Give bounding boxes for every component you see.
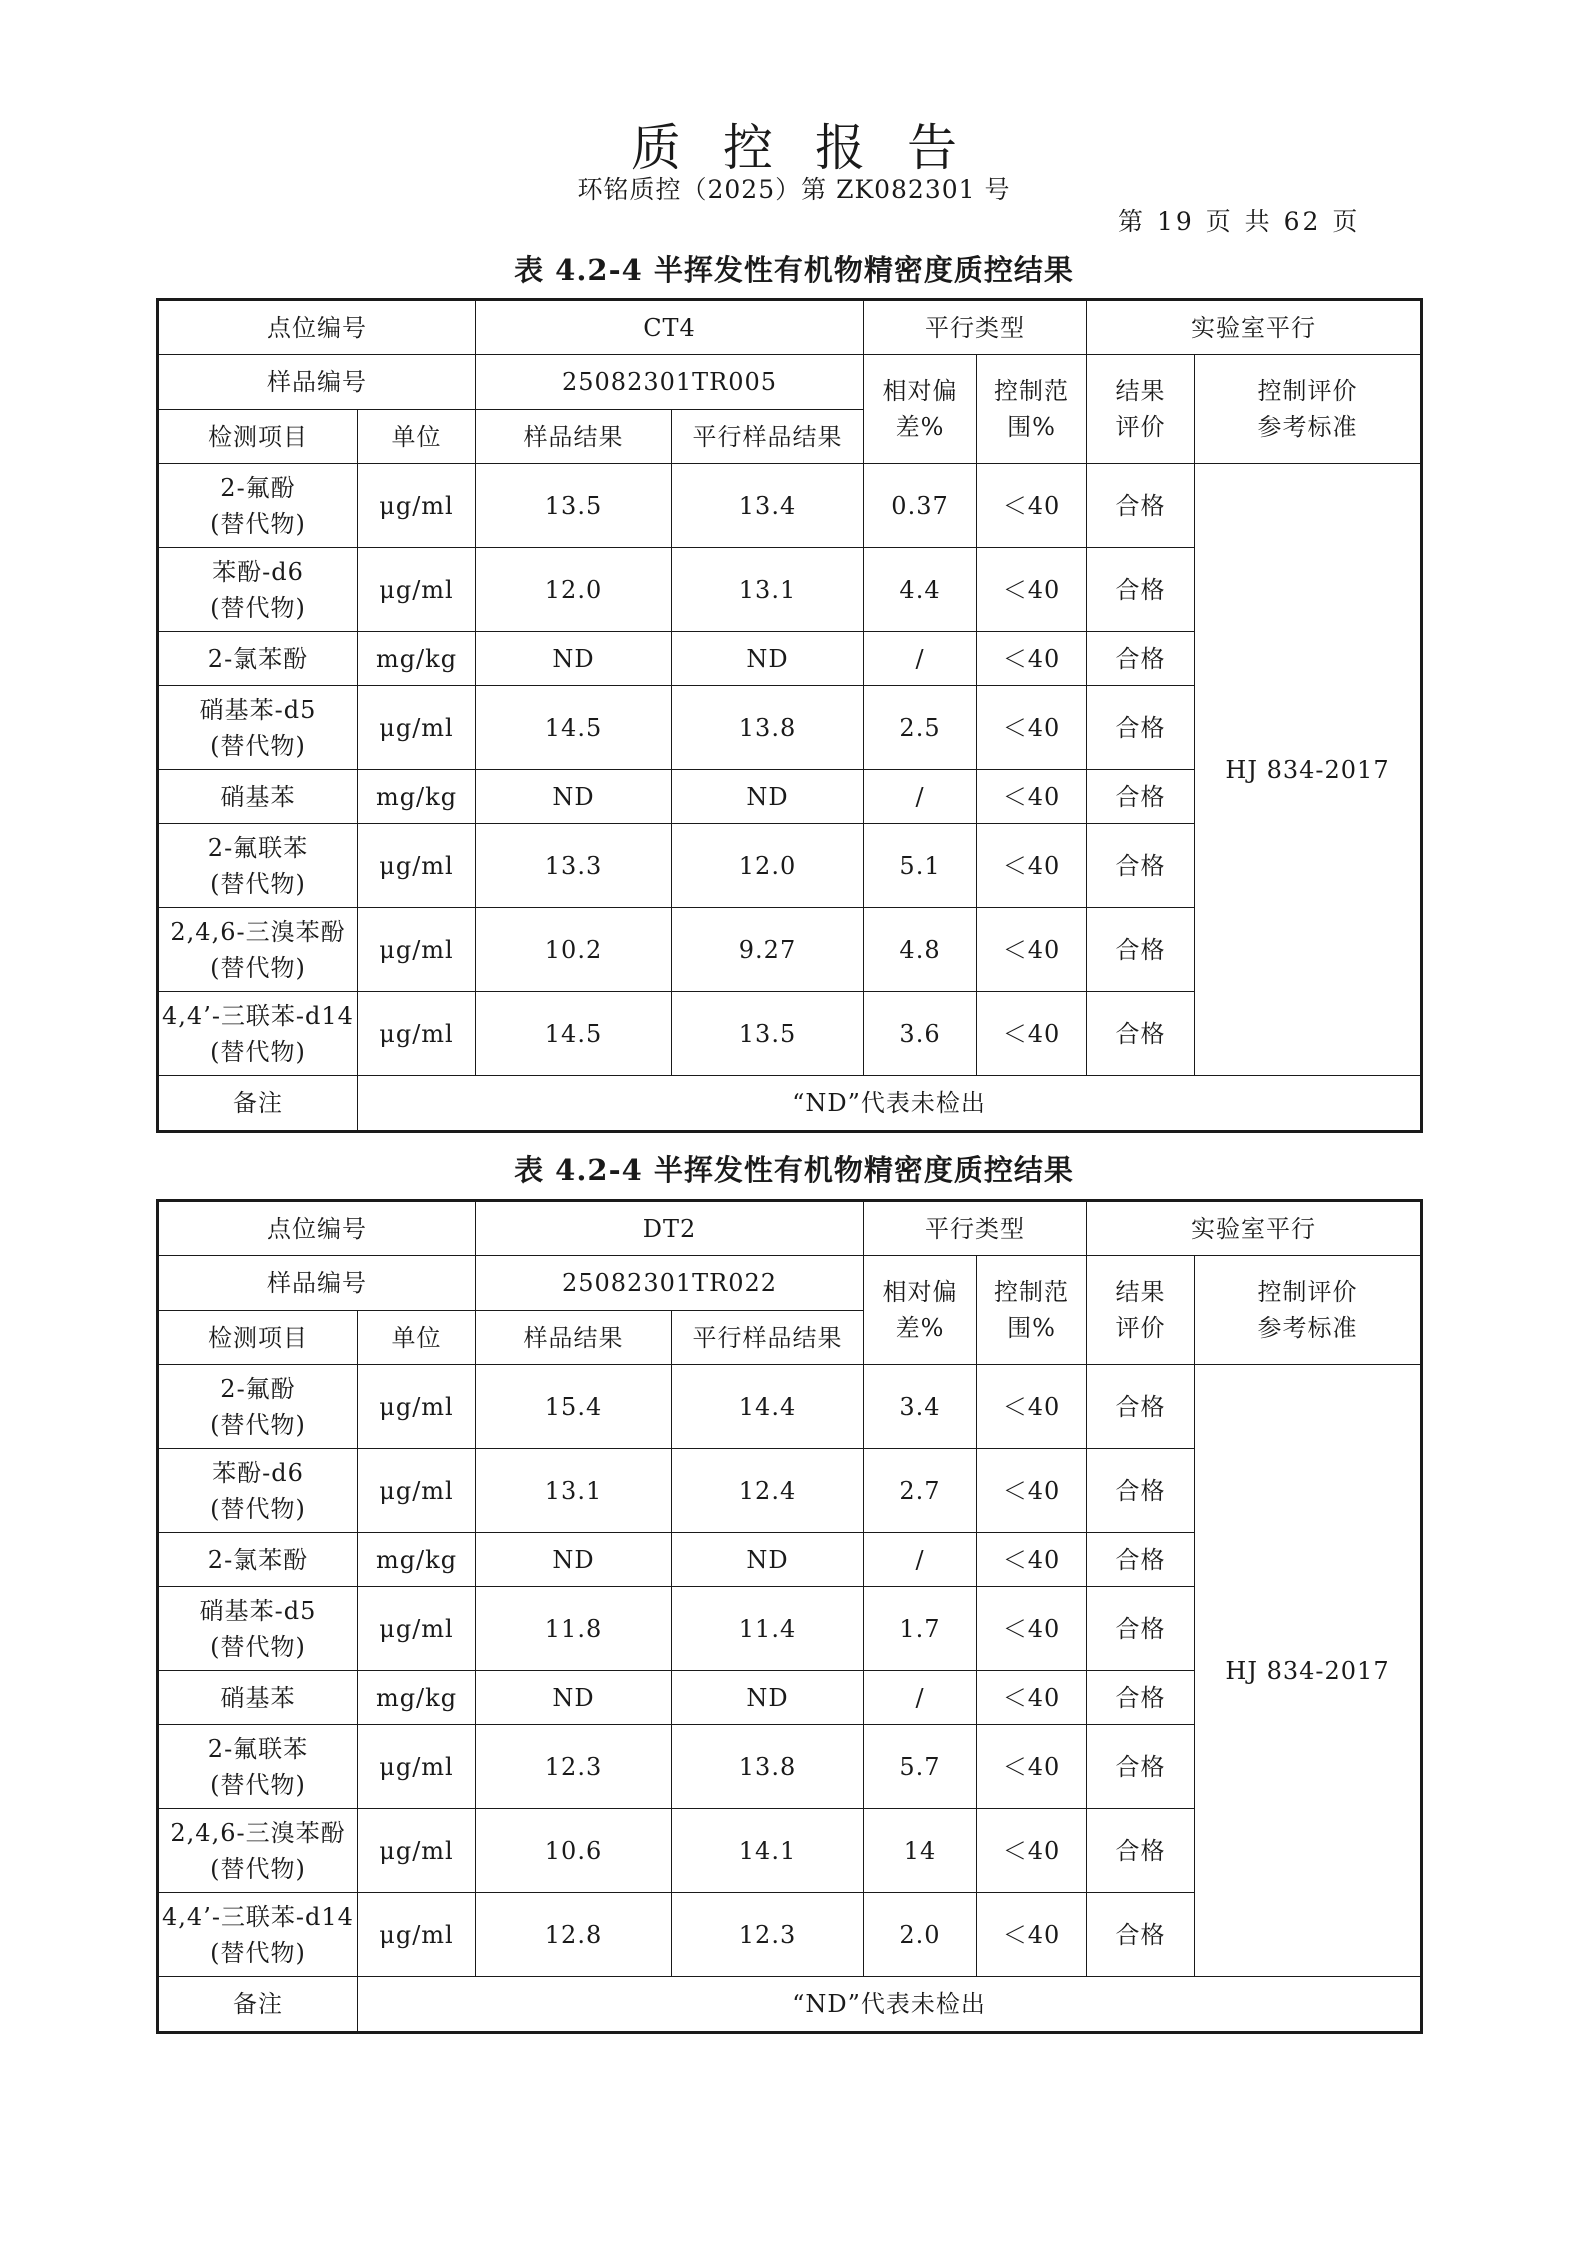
- report-title: 质控报告: [631, 119, 999, 177]
- table-row: [158, 464, 1422, 548]
- unit-value: mg/kg: [358, 632, 476, 686]
- item-name-line-1: 苯酚-d6: [212, 1458, 304, 1487]
- item-name-line-1: 硝基苯-d5: [199, 695, 317, 724]
- relative-deviation-value: 5.1: [864, 824, 977, 908]
- control-range-value: ＜40: [977, 1809, 1087, 1893]
- parallel-result-value: 11.4: [672, 1587, 864, 1671]
- unit-value: μg/ml: [358, 824, 476, 908]
- sample-result-value: 13.5: [476, 464, 672, 548]
- sample-id-label: 样品编号: [158, 355, 476, 410]
- unit-value: μg/ml: [358, 1893, 476, 1977]
- result-evaluation-header-line-1: 结果: [1115, 377, 1166, 405]
- item-name-line-2: (替代物): [210, 869, 306, 898]
- result-evaluation-header-line-2: 评价: [1115, 413, 1166, 441]
- control-range-value: ＜40: [977, 1533, 1087, 1587]
- result-evaluation-value: 合格: [1087, 770, 1195, 824]
- relative-deviation-value: /: [864, 1533, 977, 1587]
- result-evaluation-value: 合格: [1087, 464, 1195, 548]
- table-caption-1: 表 4.2-4 半挥发性有机物精密度质控结果: [514, 253, 1074, 287]
- control-range-value: ＜40: [977, 908, 1087, 992]
- sample-result-value: 10.2: [476, 908, 672, 992]
- item-name-line-2: (替代物): [210, 1854, 306, 1883]
- item-name-line-1: 2-氟联苯: [207, 833, 309, 862]
- result-evaluation-value: 合格: [1087, 908, 1195, 992]
- sample-result-value: 11.8: [476, 1587, 672, 1671]
- reference-standard-value: HJ 834-2017: [1195, 1365, 1422, 1977]
- parallel-result-value: ND: [672, 770, 864, 824]
- sample-result-value: ND: [476, 1533, 672, 1587]
- item-name: 2-氯苯酚: [158, 632, 358, 686]
- item-header: 检测项目: [158, 410, 358, 464]
- reference-standard-header: [1195, 1256, 1422, 1365]
- item-name: [158, 1587, 358, 1671]
- relative-deviation-value: 3.6: [864, 992, 977, 1076]
- qc-table-dt2: [156, 1199, 1423, 2034]
- reference-standard-header-line-2: 参考标准: [1257, 413, 1358, 441]
- table-caption-2: 表 4.2-4 半挥发性有机物精密度质控结果: [514, 1153, 1074, 1187]
- sample-result-value: 12.3: [476, 1725, 672, 1809]
- control-range-value: ＜40: [977, 992, 1087, 1076]
- relative-deviation-value: 1.7: [864, 1587, 977, 1671]
- parallel-result-header: 平行样品结果: [672, 410, 864, 464]
- item-name: [158, 1725, 358, 1809]
- relative-deviation-value: 3.4: [864, 1365, 977, 1449]
- item-header: 检测项目: [158, 1311, 358, 1365]
- control-range-header-line-1: 控制范: [994, 1278, 1069, 1306]
- point-id-value: CT4: [476, 300, 864, 355]
- result-evaluation-value: 合格: [1087, 1365, 1195, 1449]
- sample-result-value: 14.5: [476, 992, 672, 1076]
- control-range-value: ＜40: [977, 686, 1087, 770]
- item-name-line-2: (替代物): [210, 1632, 306, 1661]
- item-name-line-2: (替代物): [210, 731, 306, 760]
- parallel-result-value: 12.3: [672, 1893, 864, 1977]
- control-range-value: ＜40: [977, 1365, 1087, 1449]
- parallel-result-value: 14.1: [672, 1809, 864, 1893]
- parallel-result-value: 9.27: [672, 908, 864, 992]
- item-name: [158, 992, 358, 1076]
- control-range-value: ＜40: [977, 548, 1087, 632]
- remark-value: “ND”代表未检出: [358, 1076, 1422, 1132]
- table-row: [158, 1365, 1422, 1449]
- parallel-result-value: 13.8: [672, 686, 864, 770]
- point-id-value: DT2: [476, 1201, 864, 1256]
- sample-result-value: ND: [476, 1671, 672, 1725]
- control-range-value: ＜40: [977, 1587, 1087, 1671]
- parallel-type-value: 实验室平行: [1087, 1201, 1422, 1256]
- parallel-result-value: 14.4: [672, 1365, 864, 1449]
- item-name-line-1: 2-氟酚: [220, 1374, 296, 1403]
- reference-standard-value: HJ 834-2017: [1195, 464, 1422, 1076]
- item-name-line-1: 硝基苯-d5: [199, 1596, 317, 1625]
- qc-table-ct4: [156, 298, 1423, 1133]
- unit-value: mg/kg: [358, 1671, 476, 1725]
- item-name: 硝基苯: [158, 770, 358, 824]
- sample-id-label: 样品编号: [158, 1256, 476, 1311]
- result-evaluation-value: 合格: [1087, 1449, 1195, 1533]
- item-name-line-1: 4,4’-三联苯-d14: [162, 1001, 354, 1030]
- point-id-label: 点位编号: [158, 1201, 476, 1256]
- unit-header: 单位: [358, 410, 476, 464]
- result-evaluation-value: 合格: [1087, 632, 1195, 686]
- item-name: [158, 686, 358, 770]
- item-name-line-2: (替代物): [210, 953, 306, 982]
- sample-result-value: 12.8: [476, 1893, 672, 1977]
- sample-id-value: 25082301TR005: [476, 355, 864, 410]
- item-name: [158, 464, 358, 548]
- parallel-result-value: 13.4: [672, 464, 864, 548]
- result-evaluation-value: 合格: [1087, 1533, 1195, 1587]
- relative-deviation-header-line-1: 相对偏: [882, 377, 958, 405]
- parallel-result-header: 平行样品结果: [672, 1311, 864, 1365]
- unit-value: μg/ml: [358, 1725, 476, 1809]
- item-name: 硝基苯: [158, 1671, 358, 1725]
- result-evaluation-value: 合格: [1087, 1671, 1195, 1725]
- sample-result-value: ND: [476, 632, 672, 686]
- unit-value: μg/ml: [358, 1449, 476, 1533]
- relative-deviation-value: /: [864, 770, 977, 824]
- unit-value: mg/kg: [358, 770, 476, 824]
- reference-standard-header: [1195, 355, 1422, 464]
- unit-value: μg/ml: [358, 908, 476, 992]
- page-info: 第 19 页 共 62 页: [1118, 207, 1361, 236]
- sample-result-value: 15.4: [476, 1365, 672, 1449]
- control-range-value: ＜40: [977, 1893, 1087, 1977]
- remark-value: “ND”代表未检出: [358, 1977, 1422, 2033]
- sample-result-value: 13.3: [476, 824, 672, 908]
- relative-deviation-header-line-1: 相对偏: [882, 1278, 958, 1306]
- control-range-value: ＜40: [977, 1449, 1087, 1533]
- parallel-type-label: 平行类型: [864, 1201, 1087, 1256]
- parallel-result-value: 13.8: [672, 1725, 864, 1809]
- unit-header: 单位: [358, 1311, 476, 1365]
- parallel-result-value: 12.4: [672, 1449, 864, 1533]
- remark-label: 备注: [158, 1076, 358, 1132]
- sample-id-value: 25082301TR022: [476, 1256, 864, 1311]
- reference-standard-header-line-1: 控制评价: [1257, 1278, 1358, 1306]
- control-range-value: ＜40: [977, 824, 1087, 908]
- item-name: [158, 824, 358, 908]
- sample-result-value: 10.6: [476, 1809, 672, 1893]
- unit-value: μg/ml: [358, 1587, 476, 1671]
- relative-deviation-value: 14: [864, 1809, 977, 1893]
- relative-deviation-value: 2.0: [864, 1893, 977, 1977]
- result-evaluation-value: 合格: [1087, 1809, 1195, 1893]
- result-evaluation-header: [1087, 1256, 1195, 1365]
- item-name-line-2: (替代物): [210, 509, 306, 538]
- control-range-value: ＜40: [977, 632, 1087, 686]
- control-range-header: [977, 1256, 1087, 1365]
- item-name-line-1: 苯酚-d6: [212, 557, 304, 586]
- control-range-header-line-1: 控制范: [994, 377, 1070, 405]
- result-evaluation-value: 合格: [1087, 686, 1195, 770]
- relative-deviation-value: 5.7: [864, 1725, 977, 1809]
- parallel-result-value: 13.5: [672, 992, 864, 1076]
- control-range-value: ＜40: [977, 1671, 1087, 1725]
- unit-value: mg/kg: [358, 1533, 476, 1587]
- relative-deviation-value: /: [864, 632, 977, 686]
- parallel-result-value: ND: [672, 632, 864, 686]
- control-range-header-line-2: 围%: [1007, 413, 1056, 441]
- parallel-result-value: ND: [672, 1671, 864, 1725]
- control-range-value: ＜40: [977, 1725, 1087, 1809]
- result-evaluation-value: 合格: [1087, 1587, 1195, 1671]
- item-name-line-1: 4,4’-三联苯-d14: [162, 1902, 354, 1931]
- relative-deviation-header-line-2: 差%: [895, 413, 945, 441]
- relative-deviation-value: /: [864, 1671, 977, 1725]
- control-range-header-line-2: 围%: [1007, 1314, 1056, 1342]
- item-name-line-1: 2,4,6-三溴苯酚: [170, 1818, 346, 1847]
- sample-result-value: 12.0: [476, 548, 672, 632]
- sample-result-header: 样品结果: [476, 1311, 672, 1365]
- relative-deviation-header: [864, 355, 977, 464]
- result-evaluation-value: 合格: [1087, 1725, 1195, 1809]
- item-name-line-2: (替代物): [210, 1410, 306, 1439]
- result-evaluation-value: 合格: [1087, 992, 1195, 1076]
- control-range-header: [977, 355, 1087, 464]
- sample-result-value: 13.1: [476, 1449, 672, 1533]
- parallel-result-value: 12.0: [672, 824, 864, 908]
- item-name: [158, 1449, 358, 1533]
- item-name-line-1: 2-氟联苯: [207, 1734, 309, 1763]
- item-name-line-2: (替代物): [210, 1037, 306, 1066]
- document-number: 环铭质控（2025）第 ZK082301 号: [577, 175, 1011, 204]
- sample-result-header: 样品结果: [476, 410, 672, 464]
- relative-deviation-value: 2.7: [864, 1449, 977, 1533]
- unit-value: μg/ml: [358, 464, 476, 548]
- relative-deviation-header: [864, 1256, 977, 1365]
- unit-value: μg/ml: [358, 1809, 476, 1893]
- relative-deviation-header-line-2: 差%: [895, 1314, 945, 1342]
- result-evaluation-header-line-2: 评价: [1115, 1314, 1166, 1342]
- item-name-line-2: (替代物): [210, 1494, 306, 1523]
- control-range-value: ＜40: [977, 770, 1087, 824]
- item-name: [158, 1809, 358, 1893]
- item-name-line-2: (替代物): [210, 1938, 306, 1967]
- relative-deviation-value: 4.8: [864, 908, 977, 992]
- unit-value: μg/ml: [358, 1365, 476, 1449]
- item-name: [158, 1893, 358, 1977]
- sample-result-value: ND: [476, 770, 672, 824]
- item-name: [158, 548, 358, 632]
- result-evaluation-value: 合格: [1087, 548, 1195, 632]
- control-range-value: ＜40: [977, 464, 1087, 548]
- point-id-label: 点位编号: [158, 300, 476, 355]
- sample-result-value: 14.5: [476, 686, 672, 770]
- reference-standard-header-line-1: 控制评价: [1257, 377, 1358, 405]
- parallel-type-value: 实验室平行: [1087, 300, 1422, 355]
- item-name: [158, 908, 358, 992]
- result-evaluation-value: 合格: [1087, 1893, 1195, 1977]
- unit-value: μg/ml: [358, 686, 476, 770]
- parallel-result-value: ND: [672, 1533, 864, 1587]
- result-evaluation-header: [1087, 355, 1195, 464]
- reference-standard-header-line-2: 参考标准: [1257, 1314, 1358, 1342]
- parallel-type-label: 平行类型: [864, 300, 1087, 355]
- remark-label: 备注: [158, 1977, 358, 2033]
- item-name-line-1: 2,4,6-三溴苯酚: [170, 917, 346, 946]
- relative-deviation-value: 4.4: [864, 548, 977, 632]
- relative-deviation-value: 2.5: [864, 686, 977, 770]
- parallel-result-value: 13.1: [672, 548, 864, 632]
- result-evaluation-value: 合格: [1087, 824, 1195, 908]
- result-evaluation-header-line-1: 结果: [1115, 1278, 1166, 1306]
- item-name: [158, 1365, 358, 1449]
- item-name-line-2: (替代物): [210, 593, 306, 622]
- item-name-line-1: 2-氟酚: [220, 473, 296, 502]
- item-name-line-2: (替代物): [210, 1770, 306, 1799]
- unit-value: μg/ml: [358, 548, 476, 632]
- item-name: 2-氯苯酚: [158, 1533, 358, 1587]
- relative-deviation-value: 0.37: [864, 464, 977, 548]
- unit-value: μg/ml: [358, 992, 476, 1076]
